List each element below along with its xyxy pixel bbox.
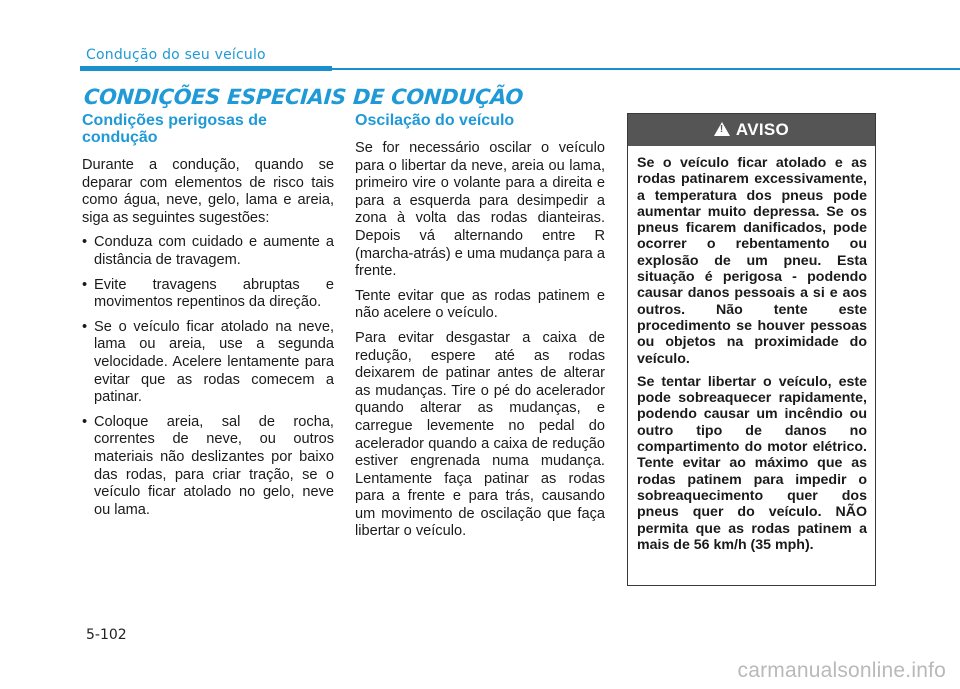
watermark: carmanualsonline.info: [737, 659, 946, 682]
warning-paragraph: Se o veículo ficar atolado e as rodas patinarem excessivamente, a temperatura dos pneus pode aumentar muito depressa. Se os pneus ficarem danificados, pode ocorrer o rebentamento ou explosão de um pneu. Esta situação é perigosa - podendo causar danos pessoais a si e aos outros. Não tente este procedimento se houver pessoas ou objetos na proximidade do veículo.: [637, 155, 867, 367]
page-number: 5-102: [86, 627, 127, 643]
warning-header: [628, 114, 875, 146]
list-item: • Evite travagens abruptas e movimentos repentinos da direção.: [82, 277, 334, 312]
warning-triangle-icon: [714, 122, 730, 136]
heading-vehicle-rocking: Oscilação do veículo: [355, 112, 515, 129]
paragraph: Para evitar desgastar a caixa de redução, espere até as rodas deixarem de patinar antes de alterar as mudanças. Tire o pé do acelerador quando alterar as mudanças, e carregue levemente no pedal do acelerador quando a caixa de redução estiver engrenada numa mudança. Lentamente faça patinar as rodas para a frente e para trás, causando um movimento de oscilação que faça libertar o veículo.: [355, 329, 605, 540]
section-label: Condução do seu veículo: [86, 47, 266, 63]
list-item: • Conduza com cuidado e aumente a distância de travagem.: [82, 234, 334, 269]
header-rule-thick: [80, 66, 332, 71]
suggestions-list: [82, 234, 334, 519]
paragraph: Se for necessário oscilar o veículo para o libertar da neve, areia ou lama, primeiro vire o volante para a direita e para a esquerda para desimpedir a zona à volta das rodas dianteiras. Depois vá alternando entre R (marcha-atrás) e uma mudança para a frente.: [355, 140, 605, 280]
warning-paragraph: Se tentar libertar o veículo, este pode sobreaquecer rapidamente, podendo causar um incêndio ou outro tipo de danos no compartimento do motor elétrico. Tente evitar ao máximo que as rodas patinem para impedir o sobreaquecimento quer dos pneus quer do veículo. NÃO permita que as rodas patinem a mais de 56 km/h (35 mph).: [637, 373, 867, 553]
warning-box: [627, 113, 876, 586]
page-title: CONDIÇÕES ESPECIAIS DE CONDUÇÃO: [83, 85, 524, 109]
intro-paragraph: Durante a condução, quando se deparar com elementos de risco tais como água, neve, gelo, lama e areia, siga as seguintes sugestões:: [82, 157, 334, 226]
heading-dangerous-conditions: Condições perigosas de condução: [82, 112, 267, 146]
list-item: • Coloque areia, sal de rocha, correntes de neve, ou outros materiais não deslizantes por baixo das rodas, para criar tração, se o veículo ficar atolado no gelo, neve ou lama.: [82, 414, 334, 520]
warning-label: AVISO: [735, 120, 790, 139]
list-item: • Se o veículo ficar atolado na neve, lama ou areia, use a segunda velocidade. Acelere lentamente para evitar que as rodas comecem a patinar.: [82, 319, 334, 407]
header-rule-thin: [332, 68, 960, 70]
column-dangerous-conditions: [82, 112, 334, 526]
paragraph: Tente evitar que as rodas patinem e não acelere o veículo.: [355, 287, 605, 322]
column-vehicle-rocking: [355, 112, 605, 548]
warning-body: [628, 146, 875, 553]
